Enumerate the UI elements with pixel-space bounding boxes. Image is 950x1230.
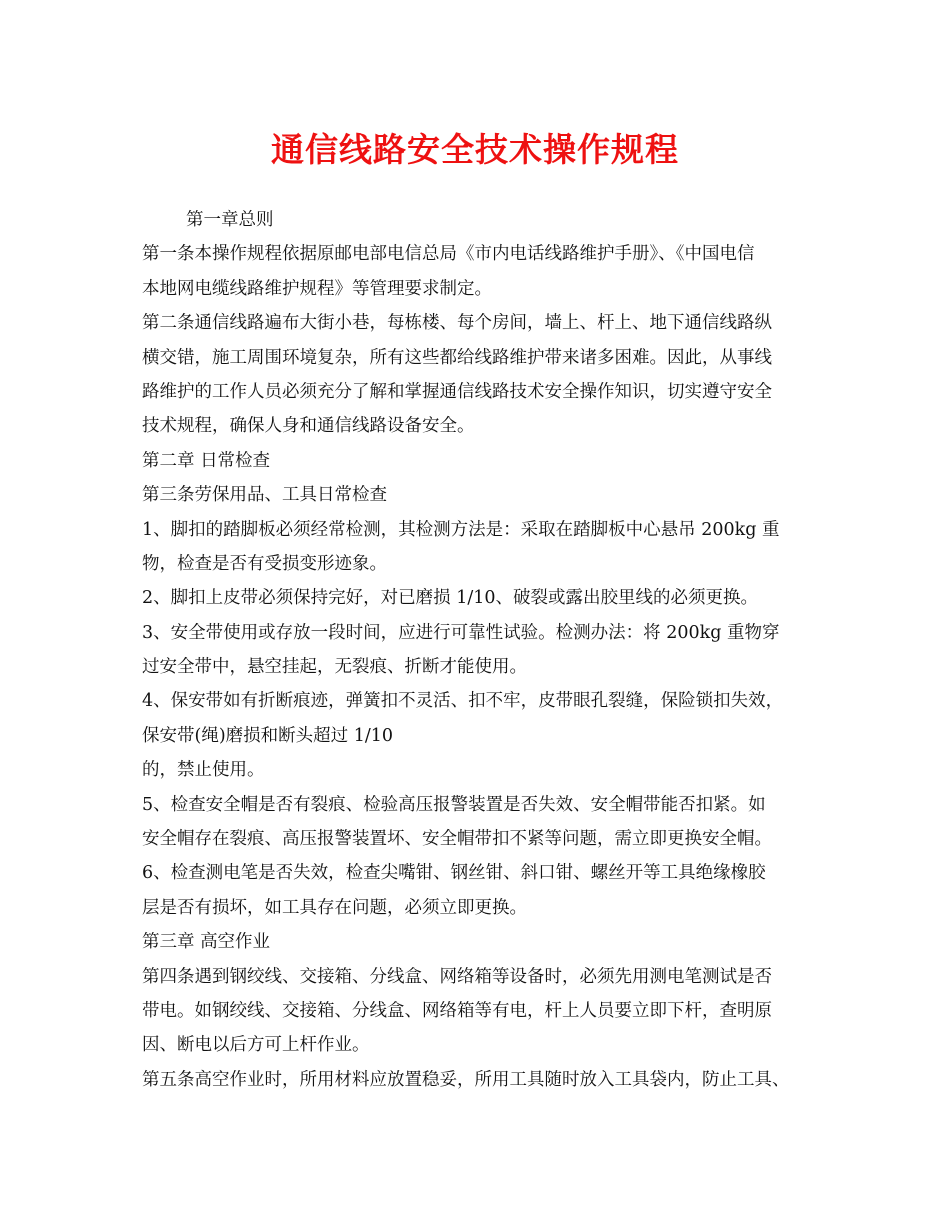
text-line: 过安全带中，悬空挂起，无裂痕、折断才能使用。 <box>142 657 527 678</box>
text-line: 保安带(绳)磨损和断头超过 1/10 <box>142 725 394 746</box>
text-line: 因、断电以后方可上杆作业。 <box>142 1035 370 1056</box>
document-title: 通信线路安全技术操作规程 <box>271 130 679 169</box>
text-line: 2、脚扣上皮带必须保持完好，对已磨损 1/10、破裂或露出胶里线的必须更换。 <box>142 588 758 609</box>
document-body <box>142 203 822 1097</box>
text-line: 层是否有损坏，如工具存在问题，必须立即更换。 <box>142 897 527 918</box>
text-line: 5、检查安全帽是否有裂痕、检验高压报警装置是否失效、安全帽带能否扣紧。如 <box>142 794 766 815</box>
text-line: 的，禁止使用。 <box>142 760 265 781</box>
text-line: 带电。如钢绞线、交接箱、分线盒、网络箱等有电，杆上人员要立即下杆，查明原 <box>142 1000 772 1021</box>
text-line: 横交错，施工周围环境复杂，所有这些都给线路维护带来诸多困难。因此，从事线 <box>142 347 772 368</box>
text-line: 第一条本操作规程依据原邮电部电信总局《市内电话线路维护手册》、《中国电信 <box>142 244 755 265</box>
text-line: 4、保安带如有折断痕迹，弹簧扣不灵活、扣不牢，皮带眼孔裂缝，保险锁扣失效， <box>142 691 784 712</box>
text-line: 路维护的工作人员必须充分了解和掌握通信线路技术安全操作知识，切实遵守安全 <box>142 381 772 402</box>
text-line: 安全帽存在裂痕、高压报警装置坏、安全帽带扣不紧等问题，需立即更换安全帽。 <box>142 829 772 850</box>
text-line: 第三章 高空作业 <box>142 932 271 953</box>
chapter-heading: 第一章总则 <box>186 210 274 230</box>
text-line: 第四条遇到钢绞线、交接箱、分线盒、网络箱等设备时，必须先用测电笔测试是否 <box>142 966 772 987</box>
text-line: 物，检查是否有受损变形迹象。 <box>142 553 387 574</box>
text-line: 第三条劳保用品、工具日常检查 <box>142 485 387 506</box>
text-line: 6、检查测电笔是否失效，检查尖嘴钳、钢丝钳、斜口钳、螺丝开等工具绝缘橡胶 <box>142 863 766 884</box>
text-line: 第二条通信线路遍布大街小巷，每栋楼、每个房间，墙上、杆上、地下通信线路纵 <box>142 313 772 334</box>
text-line: 3、安全带使用或存放一段时间，应进行可靠性试验。检测办法：将 200kg 重物穿 <box>142 622 780 643</box>
text-line: 技术规程，确保人身和通信线路设备安全。 <box>142 416 475 437</box>
text-line: 本地网电缆线路维护规程》等管理要求制定。 <box>142 278 492 299</box>
text-line: 1、脚扣的踏脚板必须经常检测，其检测方法是：采取在踏脚板中心悬吊 200kg 重 <box>142 519 780 540</box>
text-line: 第二章 日常检查 <box>142 450 271 471</box>
text-line: 第五条高空作业时，所用材料应放置稳妥，所用工具随时放入工具袋内，防止工具、 <box>142 1069 790 1090</box>
